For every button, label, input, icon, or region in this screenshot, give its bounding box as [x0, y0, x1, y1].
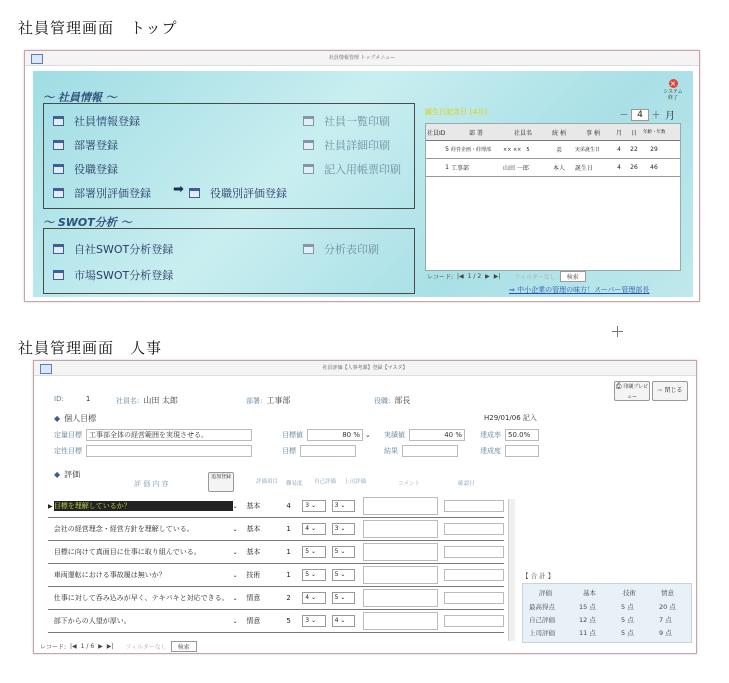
target-field: 目標	[282, 445, 356, 457]
search-box[interactable]: 検索	[560, 271, 586, 282]
goal-input[interactable]	[86, 445, 252, 457]
col-header: 日	[630, 129, 637, 137]
section-staff-title: ～ 社員情報 ～	[43, 91, 117, 104]
top-window-title: 社員情報管理 トップメニュー	[328, 55, 396, 61]
form-icon	[53, 116, 64, 126]
eval-weight[interactable]: 2	[286, 594, 291, 602]
arrow-right-icon: ➡	[173, 182, 184, 197]
menu-own-swot-register[interactable]: 自社SWOT分析登録	[53, 241, 173, 257]
eval-weight[interactable]: 4	[286, 502, 291, 510]
diamond-icon: ◆	[54, 414, 61, 423]
close-icon: ×	[669, 79, 677, 88]
boss-score-select[interactable]: 5 ⌄	[332, 592, 355, 604]
eval-content[interactable]: 部下からの人望が厚い。	[53, 617, 131, 625]
form-icon	[53, 188, 64, 198]
self-score-select[interactable]: 5 ⌄	[302, 546, 325, 558]
window-icon	[40, 364, 52, 374]
comment-input[interactable]	[363, 520, 438, 538]
comment-input[interactable]	[363, 543, 438, 561]
menu-form-print[interactable]: 記入用帳票印刷	[303, 161, 401, 177]
exit-icon: ⇨	[657, 387, 663, 394]
eval-item[interactable]: 技術	[246, 571, 261, 579]
top-menu-window	[24, 50, 700, 302]
eval-header-date: 確認日	[458, 481, 475, 487]
eval-weight[interactable]: 5	[286, 617, 291, 625]
form-icon	[53, 270, 64, 280]
eval-content[interactable]: 目標を理解しているか？	[54, 501, 233, 511]
menu-position-eval-register[interactable]: 役職別評価登録	[189, 185, 287, 201]
table-header	[426, 124, 680, 141]
confirm-date-input[interactable]	[444, 615, 504, 627]
emp-name: 社員名: 山田 太郎	[116, 396, 178, 405]
confirm-date-input[interactable]	[444, 523, 504, 535]
record-position[interactable]: 1 / 6	[80, 643, 95, 650]
achieve-degree-field: 達成度	[480, 445, 539, 457]
form-icon	[53, 140, 64, 150]
diamond-icon: ◆	[54, 470, 61, 479]
menu-staff-list-print[interactable]: 社員一覧印刷	[303, 113, 390, 129]
table-row[interactable]	[48, 587, 504, 610]
col-header: 事 柄	[586, 129, 600, 137]
eval-weight[interactable]: 1	[286, 525, 291, 533]
col-header: 社員ID	[427, 129, 446, 137]
boss-score-select[interactable]: 5 ⌄	[332, 569, 355, 581]
goal-row-quantitative: 定量目標 工事部全体の経営範囲を実現させる。	[54, 429, 252, 441]
report-icon	[303, 116, 314, 126]
eval-header-content: 評 価 内 容	[134, 480, 169, 488]
boss-score-select[interactable]: 4 ⌄	[332, 615, 355, 627]
printer-icon: ⎙	[615, 382, 622, 390]
table-row[interactable]	[48, 564, 504, 587]
filter-status: フィルターなし	[514, 274, 556, 281]
month-value[interactable]: 4	[631, 109, 649, 121]
nav-last-button[interactable]: ▶|	[493, 273, 501, 280]
filter-status: フィルターなし	[125, 644, 167, 651]
menu-staff-register[interactable]: 社員情報登録	[53, 113, 140, 129]
eval-item[interactable]: 基本	[246, 525, 261, 533]
add-register-button[interactable]: 追加登録	[208, 472, 234, 492]
self-score-select[interactable]: 3 ⌄	[302, 615, 325, 627]
eval-scrollbar[interactable]	[508, 499, 515, 641]
report-icon	[303, 244, 314, 254]
chevron-down-icon[interactable]: ⌄	[365, 431, 371, 439]
eval-content[interactable]: 会社の経営理念・経営方針を理解している。	[53, 525, 194, 533]
goal-row-qualitative: 定性目標	[54, 445, 252, 457]
self-score-select[interactable]: 3 ⌄	[302, 500, 325, 512]
print-preview-button[interactable]: ⎙ 印刷プレビュー	[615, 382, 649, 400]
report-icon	[303, 140, 314, 150]
confirm-date-input[interactable]	[444, 500, 504, 512]
eval-weight[interactable]: 1	[286, 548, 291, 556]
hr-window-title: 社員評価【人事考課】登録【マスタ】	[322, 365, 408, 371]
nav-first-button[interactable]: |◀	[70, 643, 77, 650]
eval-item[interactable]: 基本	[246, 502, 261, 510]
nav-next-button[interactable]: ▶	[485, 273, 490, 280]
eval-item[interactable]: 基本	[246, 548, 261, 556]
birthday-title: 誕生日記念日 (4月)	[425, 108, 488, 116]
chevron-down-icon[interactable]: ⌄	[232, 571, 238, 579]
top-window-body	[33, 71, 693, 297]
form-icon	[189, 188, 200, 198]
menu-analysis-print[interactable]: 分析表印刷	[303, 241, 379, 257]
hr-record-nav: レコード: |◀ 1 / 6 ▶ ▶| フィルターなし 検索	[40, 641, 197, 652]
system-exit-label: システム終了	[663, 89, 683, 101]
month-unit: 月	[665, 111, 675, 122]
section-swot-title: ～ SWOT分析 ～	[43, 216, 132, 229]
month-stepper	[619, 107, 675, 122]
eval-item[interactable]: 情意	[246, 594, 261, 602]
eval-title: ◆ 評価	[54, 470, 81, 479]
chevron-down-icon[interactable]: ⌄	[232, 548, 238, 556]
confirm-date-input[interactable]	[444, 546, 504, 558]
hr-window-titlebar	[34, 361, 696, 376]
search-box[interactable]: 検索	[171, 641, 197, 652]
hr-eval-window	[33, 360, 697, 654]
self-score-select[interactable]: 4 ⌄	[302, 592, 325, 604]
table-row[interactable]	[48, 541, 504, 564]
month-minus-button[interactable]: －	[619, 111, 629, 121]
menu-position-register[interactable]: 役職登録	[53, 161, 118, 177]
chevron-down-icon[interactable]: ⌄	[232, 502, 238, 510]
goal-input[interactable]: 工事部全体の経営範囲を実現させる。	[86, 429, 252, 441]
confirm-date-input[interactable]	[444, 592, 504, 604]
system-exit-button[interactable]	[661, 79, 685, 99]
eval-content[interactable]: 車両運転における事故履は無いか？	[53, 571, 166, 579]
comment-input[interactable]	[363, 497, 438, 515]
eval-item[interactable]: 情意	[246, 617, 261, 625]
birthday-table	[425, 123, 681, 271]
nav-first-button[interactable]: |◀	[457, 273, 464, 280]
footer-link[interactable]: ⇒ 中小企業の管理の味方！スーパー管理部長	[509, 286, 650, 294]
chevron-down-icon[interactable]: ⌄	[232, 594, 238, 602]
comment-input[interactable]	[363, 612, 438, 630]
col-header: 続 柄	[552, 129, 566, 137]
swot-menu-box	[43, 228, 415, 294]
boss-score-select[interactable]: 5 ⌄	[332, 546, 355, 558]
eval-header-item: 評価項目	[256, 479, 279, 485]
eval-header-self: 自己評価	[314, 479, 337, 485]
chevron-down-icon[interactable]: ⌄	[232, 525, 238, 533]
report-icon	[303, 164, 314, 174]
col-header: 年齢・年数	[643, 130, 666, 135]
eval-header-boss: 上司評価	[344, 479, 367, 485]
menu-dept-register[interactable]: 部署登録	[53, 137, 118, 153]
target-value-field: 目標値 80 % ⌄	[282, 431, 371, 439]
eval-content[interactable]: 目標に向けて真面目に仕事に取り組んでいる。	[53, 548, 201, 556]
col-header: 社員名	[513, 129, 532, 137]
comment-input[interactable]	[363, 589, 438, 607]
table-row[interactable]: 1 工事部 山田 一郎 本人 誕生日 4 26 46	[426, 159, 680, 177]
window-icon	[31, 54, 43, 64]
record-position[interactable]: 1 / 2	[467, 273, 482, 280]
entry-date: H29/01/06 記入	[484, 414, 537, 422]
heading-top: 社員管理画面 トップ	[18, 19, 178, 37]
actual-value-field: 実績値 40 %	[384, 429, 465, 441]
heading-hr: 社員管理画面 人事	[18, 339, 163, 357]
menu-staff-detail-print[interactable]: 社員詳細印刷	[303, 137, 390, 153]
form-icon	[53, 164, 64, 174]
eval-content[interactable]: 仕事に対して呑み込みが早く、テキパキと対応できる。	[53, 594, 229, 602]
nav-last-button[interactable]: ▶|	[106, 643, 114, 650]
eval-header-weight: 難易度	[286, 481, 303, 487]
table-row[interactable]	[48, 610, 504, 633]
chevron-down-icon[interactable]: ⌄	[232, 617, 238, 625]
table-row[interactable]	[48, 495, 504, 518]
emp-dept: 部署: 工事部	[246, 396, 291, 405]
achieve-rate-field: 達成率 50.0%	[480, 429, 539, 441]
menu-market-swot-register[interactable]: 市場SWOT分析登録	[53, 267, 173, 283]
top-record-nav: レコード: |◀ 1 / 2 ▶ ▶| フィルターなし 検索	[427, 271, 586, 282]
boss-score-select[interactable]: 3 ⌄	[332, 523, 355, 535]
self-score-select[interactable]: 5 ⌄	[302, 569, 325, 581]
summary-table: 評価 基本 技術 情意 最高得点 15 点 5 点 20 点 自己評価 12 点 5 点 7 点 上司評価 11 点 5 点 9 点	[522, 583, 692, 643]
menu-dept-eval-register[interactable]: 部署別評価登録	[53, 185, 151, 201]
col-header: 部 署	[469, 129, 483, 137]
table-row[interactable]: 5 経営企画・経理部 ×× ×× 5 弟 実弟誕生日 4 22 29	[426, 141, 680, 159]
summary-title: 【 合 計 】	[522, 572, 555, 580]
personal-goal-title: ◆ 個人目標	[54, 414, 97, 423]
row-selector[interactable]: ▶	[48, 502, 53, 510]
eval-header-comment: コメント	[398, 481, 421, 487]
emp-position: 役職: 部長	[374, 396, 411, 405]
nav-next-button[interactable]: ▶	[98, 643, 103, 650]
comment-input[interactable]	[363, 566, 438, 584]
close-button[interactable]: ⇨ 閉じる	[652, 381, 688, 401]
month-plus-button[interactable]: ＋	[651, 111, 661, 121]
boss-score-select[interactable]: 3 ⌄	[332, 500, 355, 512]
top-window-titlebar	[25, 51, 699, 66]
confirm-date-input[interactable]	[444, 569, 504, 581]
emp-id: ID: 1	[54, 395, 91, 403]
result-field: 結果	[384, 445, 458, 457]
table-row[interactable]	[48, 518, 504, 541]
col-header: 月	[615, 129, 622, 137]
eval-weight[interactable]: 1	[286, 571, 291, 579]
self-score-select[interactable]: 4 ⌄	[302, 523, 325, 535]
form-icon	[53, 244, 64, 254]
crosshair-cursor-icon	[612, 326, 623, 337]
